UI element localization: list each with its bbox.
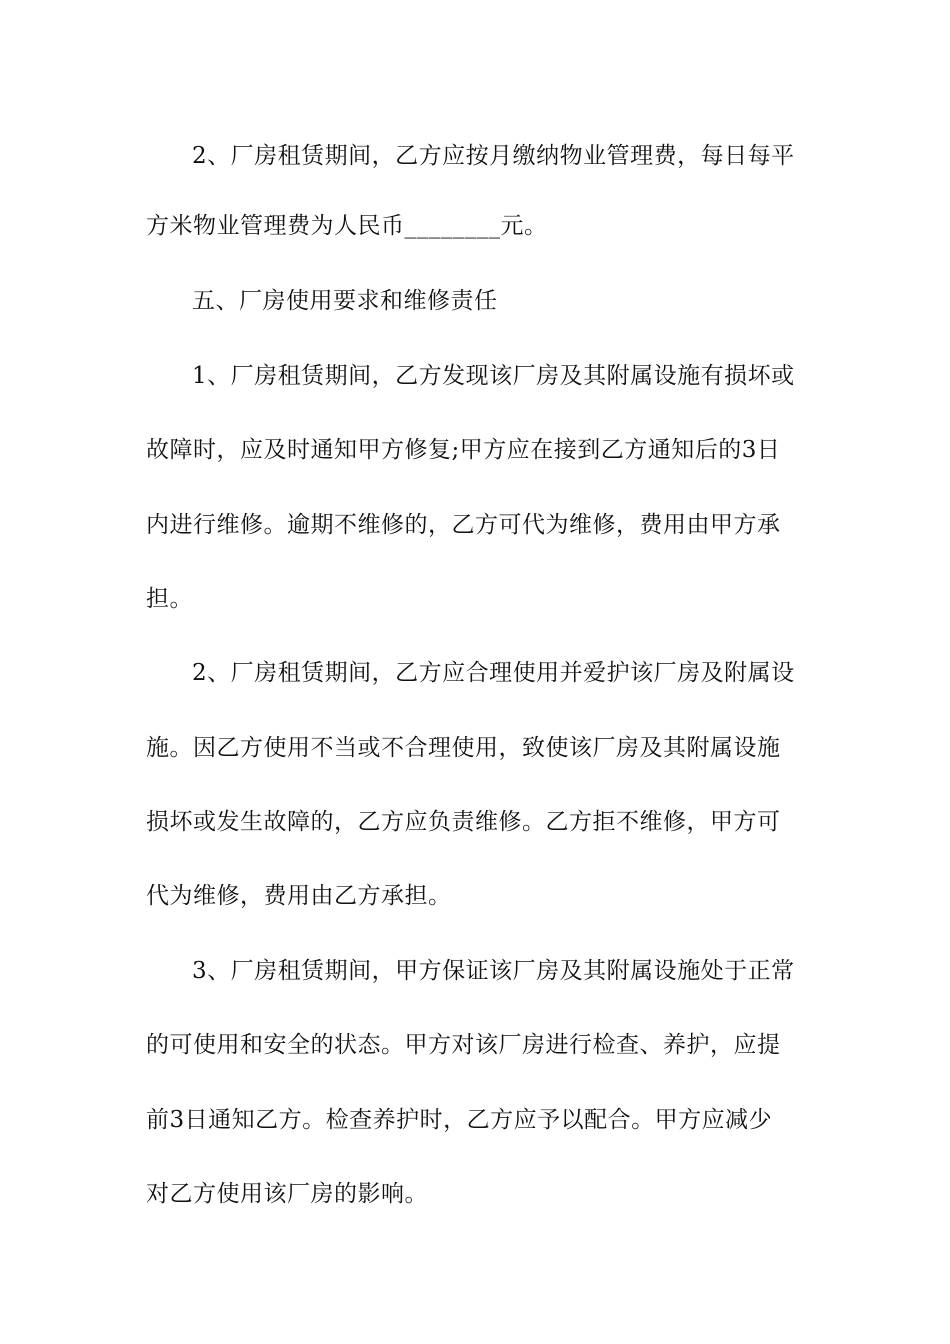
section-heading: 五、厂房使用要求和维修责任	[192, 288, 498, 314]
paragraph-line: 故障时，应及时通知甲方修复;甲方应在接到乙方通知后的3日	[146, 437, 781, 463]
paragraph-line: 内进行维修。逾期不维修的，乙方可代为维修，费用由甲方承	[146, 512, 781, 538]
paragraph-line: 2、厂房租赁期间，乙方应按月缴纳物业管理费，每日每平	[192, 143, 795, 169]
paragraph-line: 1、厂房租赁期间，乙方发现该厂房及其附属设施有损坏或	[192, 363, 795, 389]
paragraph-line: 代为维修，费用由乙方承担。	[146, 883, 452, 909]
paragraph-line: 前3日通知乙方。检查养护时，乙方应予以配合。甲方应减少	[146, 1107, 773, 1133]
paragraph-line: 2、厂房租赁期间，乙方应合理使用并爱护该厂房及附属设	[192, 660, 795, 686]
paragraph-line: 3、厂房租赁期间，甲方保证该厂房及其附属设施处于正常	[192, 958, 795, 984]
paragraph-line: 对乙方使用该厂房的影响。	[146, 1181, 428, 1207]
paragraph-line: 方米物业管理费为人民币________元。	[146, 213, 548, 239]
paragraph-line: 担。	[146, 586, 193, 612]
paragraph-line: 的可使用和安全的状态。甲方对该厂房进行检查、养护，应提	[146, 1032, 781, 1058]
paragraph-line: 损坏或发生故障的，乙方应负责维修。乙方拒不维修，甲方可	[146, 809, 781, 835]
paragraph-line: 施。因乙方使用不当或不合理使用，致使该厂房及其附属设施	[146, 735, 781, 761]
